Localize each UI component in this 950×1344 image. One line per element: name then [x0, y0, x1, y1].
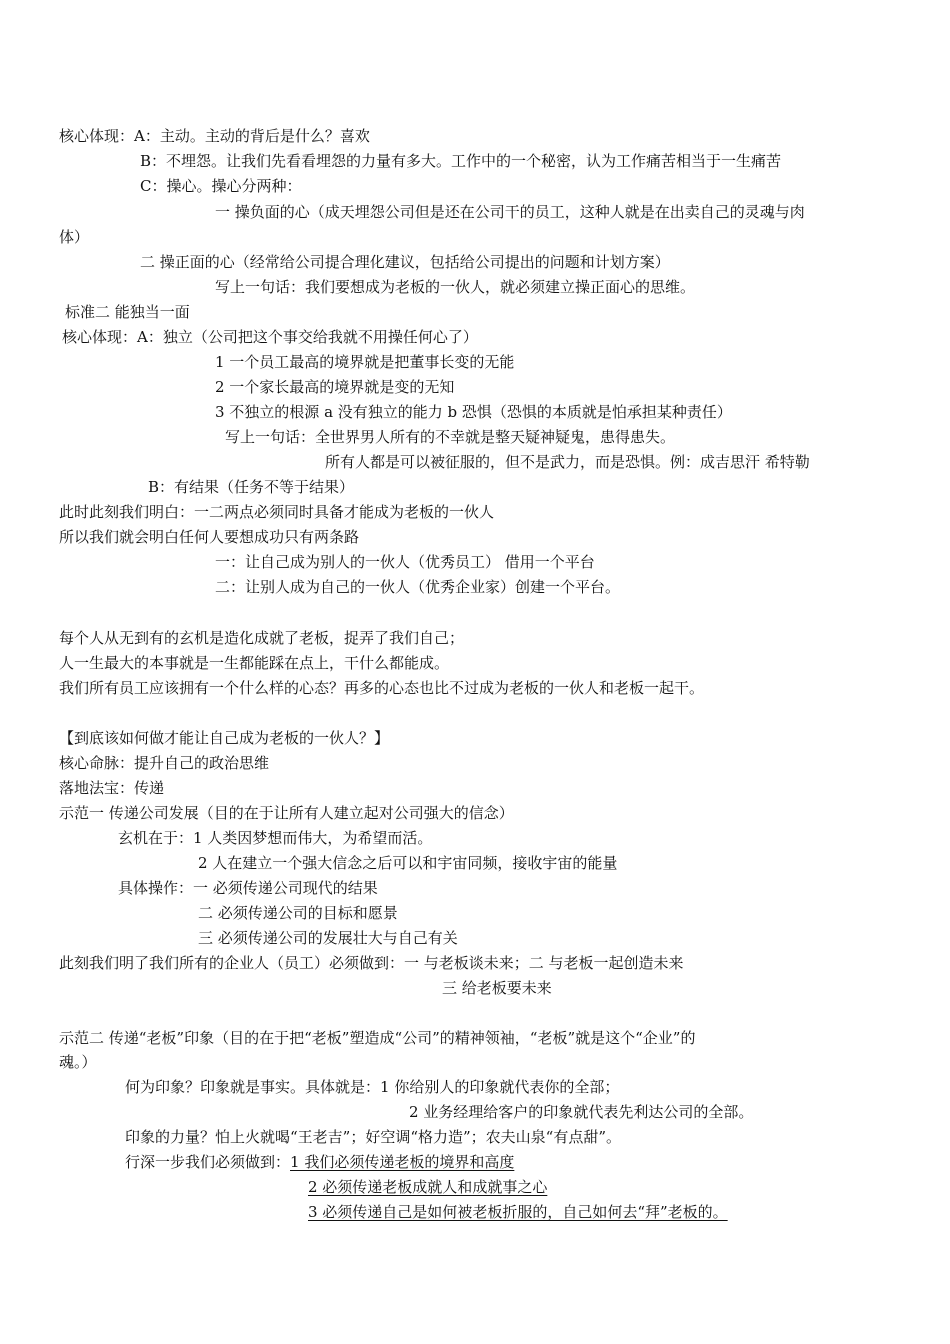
text-line: 印象的力量？怕上火就喝“王老吉”；好空调“格力造”；农夫山泉“有点甜”。 — [125, 1128, 622, 1146]
underlined-text: 1 我们必须传递老板的境界和高度 — [290, 1153, 515, 1171]
text-line: 所有人都是可以被征服的，但不是武力，而是恐惧。例：成吉思汗 希特勒 — [325, 453, 810, 471]
text-line: B：有结果（任务不等于结果） — [148, 478, 355, 496]
text-line: 核心体现：A：独立（公司把这个事交给我就不用操任何心了） — [62, 328, 478, 346]
text-line: 3 不独立的根源 a 没有独立的能力 b 恐惧（恐惧的本质就是怕承担某种责任） — [215, 403, 732, 421]
text-line: 三 必须传递公司的发展壮大与自己有关 — [198, 929, 458, 947]
text-line: 人一生最大的本事就是一生都能踩在点上，干什么都能成。 — [59, 654, 450, 672]
section-heading: 标准二 能独当一面 — [65, 303, 190, 321]
text-line: C：操心。操心分两种： — [140, 177, 302, 195]
text-line: 示范一 传递公司发展（目的在于让所有人建立起对公司强大的信念） — [59, 804, 514, 822]
text-line: 我们所有员工应该拥有一个什么样的心态？再多的心态也比不过成为老板的一伙人和老板一起干。 — [59, 679, 705, 697]
text-line: 魂。） — [59, 1053, 97, 1071]
text-line: 具体操作：一 必须传递公司现代的结果 — [118, 879, 378, 897]
text-line: 核心体现：A：主动。主动的背后是什么？喜欢 — [59, 127, 370, 145]
text-line: 2 一个家长最高的境界就是变的无知 — [215, 378, 455, 396]
text-line: 二 必须传递公司的目标和愿景 — [198, 904, 398, 922]
text-line: 体） — [59, 228, 90, 246]
text-line: 写上一句话：我们要想成为老板的一伙人，就必须建立操正面心的思维。 — [215, 278, 696, 296]
text-line: 二：让别人成为自己的一伙人（优秀企业家）创建一个平台。 — [215, 578, 621, 596]
text-line: 一 操负面的心（成天埋怨公司但是还在公司干的员工，这种人就是在出卖自己的灵魂与肉 — [215, 203, 805, 221]
text-line: B：不埋怨。让我们先看看埋怨的力量有多大。工作中的一个秘密，认为工作痛苦相当于一生痛苦 — [140, 152, 782, 170]
text-line: 玄机在于：1 人类因梦想而伟大，为希望而活。 — [118, 829, 433, 847]
text-line — [125, 1150, 514, 1174]
text-line: 每个人从无到有的玄机是造化成就了老板，捉弄了我们自己； — [59, 629, 465, 647]
text-line: 三 给老板要未来 — [442, 979, 552, 997]
text-line: 2 业务经理给客户的印象就代表先利达公司的全部。 — [409, 1103, 754, 1121]
text-line: 何为印象？印象就是事实。具体就是：1 你给别人的印象就代表你的全部； — [125, 1078, 620, 1096]
text-line: 核心命脉：提升自己的政治思维 — [59, 754, 270, 772]
text-line: 二 操正面的心（经常给公司提合理化建议，包括给公司提出的问题和计划方案） — [140, 253, 670, 271]
text-line: 示范二 传递“老板”印象（目的在于把“老板”塑造成“公司”的精神领袖，“老板”就是这个“企业”的 — [59, 1029, 696, 1047]
text-line: 2 人在建立一个强大信念之后可以和宇宙同频，接收宇宙的能量 — [198, 854, 618, 872]
text-line: 1 一个员工最高的境界就是把董事长变的无能 — [215, 353, 515, 371]
underlined-text: 3 必须传递自己是如何被老板折服的，自己如何去“拜”老板的。 — [308, 1203, 728, 1221]
text-line: 所以我们就会明白任何人要想成功只有两条路 — [59, 528, 360, 546]
text-line: 此刻我们明了我们所有的企业人（员工）必须做到：一 与老板谈未来；二 与老板一起创造未来 — [59, 954, 684, 972]
text-line: 一：让自己成为别人的一伙人（优秀员工） 借用一个平台 — [215, 553, 595, 571]
text-line: 写上一句话：全世界男人所有的不幸就是整天疑神疑鬼，患得患失。 — [225, 428, 676, 446]
text-line: 此时此刻我们明白：一二两点必须同时具备才能成为老板的一伙人 — [59, 503, 495, 521]
text-line: 落地法宝：传递 — [59, 779, 165, 797]
text-segment: 行深一步我们必须做到： — [125, 1153, 291, 1171]
section-heading: 【到底该如何做才能让自己成为老板的一伙人？】 — [59, 729, 390, 747]
underlined-text: 2 必须传递老板成就人和成就事之心 — [308, 1178, 548, 1196]
